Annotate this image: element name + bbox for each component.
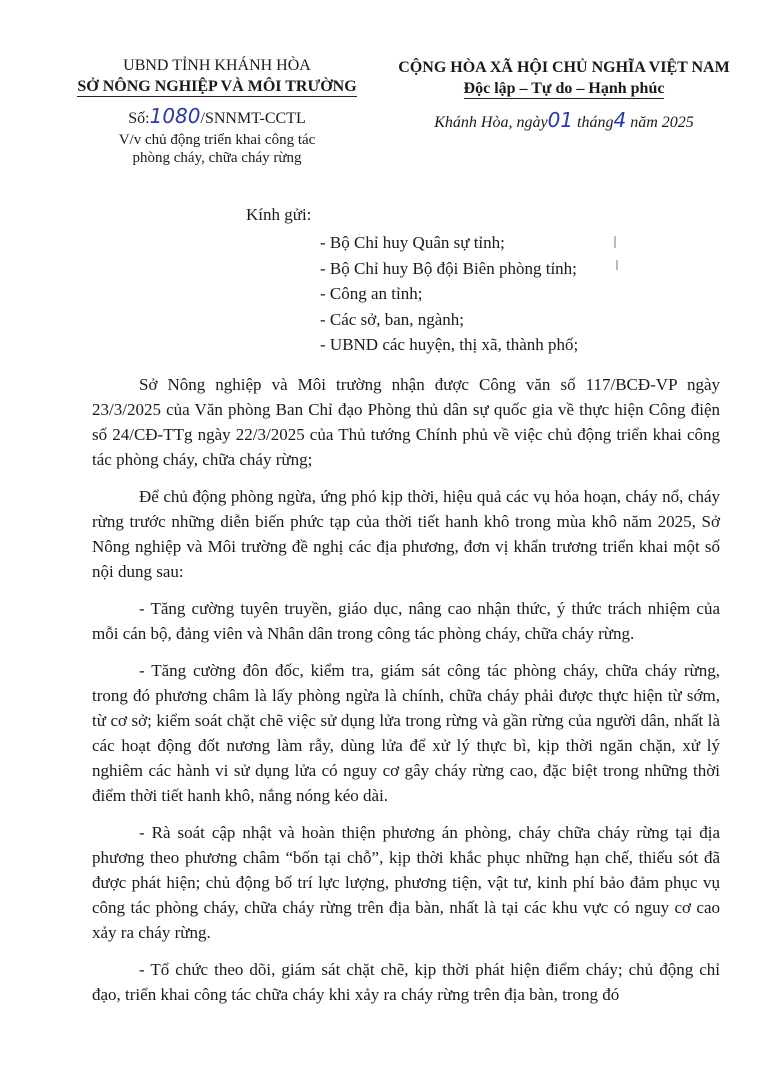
scan-mark: [614, 236, 616, 248]
issue-date: [384, 108, 744, 132]
body-paragraph: - Tổ chức theo dõi, giám sát chặt chẽ, kịp thời phát hiện điểm cháy; chủ động chỉ đạo, triển khai công tác chữa cháy khi xảy ra cháy rừng trên địa bàn, trong đó: [92, 960, 720, 1004]
recipient-item: - Bộ Chỉ huy Quân sự tỉnh;: [320, 233, 505, 252]
scan-mark: [616, 260, 618, 270]
date-month-word: tháng: [577, 114, 614, 131]
subject-line-1: V/v chủ động triển khai công tác: [118, 132, 316, 148]
agency-name: [42, 78, 392, 97]
body-paragraph: - Rà soát cập nhật và hoàn thiện phương án phòng, cháy chữa cháy rừng tại địa phương theo phương châm “bốn tại chỗ”, kịp thời khắc phục những hạn chế, thiếu sót đã được phát hiện; chủ động bố trí lực lượng, phương tiện, vật tư, kinh phí bảo đảm phục vụ công tác phòng cháy, chữa cháy rừng trên địa bàn, nhất là tại các khu vực có nguy cơ cao xảy ra cháy rừng.: [92, 823, 720, 942]
addressee-label: Kính gửi:: [246, 205, 312, 224]
recipient-item: - UBND các huyện, thị xã, thành phố;: [320, 335, 579, 354]
doc-number-handwritten: 1080: [149, 104, 201, 128]
agency-name-text: SỞ NÔNG NGHIỆP VÀ MÔI TRƯỜNG: [77, 78, 357, 95]
body-paragraph: - Tăng cường tuyên truyền, giáo dục, nâng cao nhận thức, ý thức trách nhiệm của mỗi cán bộ, đảng viên và Nhân dân trong công tác phòng cháy, chữa cháy rừng.: [92, 599, 720, 643]
subject-line-2: phòng cháy, chữa cháy rừng: [132, 150, 302, 166]
recipient-item: - Các sở, ban, ngành;: [320, 309, 465, 329]
doc-number-prefix: Số:: [128, 110, 150, 127]
recipient-item: - Bộ Chỉ huy Bộ đội Biên phòng tỉnh;: [320, 258, 577, 278]
recipient-item: - Công an tỉnh;: [320, 284, 423, 303]
motto-text: Độc lập – Tự do – Hạnh phúc: [463, 80, 665, 97]
doc-number-suffix: /SNNMT-CCTL: [200, 110, 306, 127]
agency-parent: UBND TỈNH KHÁNH HÒA: [123, 57, 311, 74]
body-paragraph: Để chủ động phòng ngừa, ứng phó kịp thời, hiệu quả các vụ hỏa hoạn, cháy nổ, cháy rừng trước những diễn biến phức tạp của thời tiết hanh khô trong mùa khô năm 2025, Sở Nông nghiệp và Môi trường đề nghị các địa phương, đơn vị khẩn trương triển khai một số nội dung sau:: [92, 487, 720, 581]
date-month-handwritten: 4: [613, 108, 627, 132]
document-number: [42, 104, 392, 128]
motto: [384, 80, 744, 99]
country-name: CỘNG HÒA XÃ HỘI CHỦ NGHĨA VIỆT NAM: [398, 59, 730, 76]
letter-body: [92, 372, 720, 1019]
body-paragraph: - Tăng cường đôn đốc, kiểm tra, giám sát công tác phòng cháy, chữa cháy rừng, trong đó phương châm là lấy phòng ngừa là chính, chữa cháy phải được thực hiện từ sớm, từ cơ sở; kiểm soát chặt chẽ việc sử dụng lửa trong rừng và gần rừng của người dân, nhất là các hoạt động đốt nương làm rẫy, dùng lửa để xử lý thực bì, kịp thời ngăn chặn, xử lý nghiêm các hành vi sử dụng lửa có nguy cơ gây cháy rừng cao, đặc biệt trong những thời điểm thời tiết hanh khô, nắng nóng kéo dài.: [92, 661, 720, 805]
recipient-list: [320, 230, 578, 358]
date-day-handwritten: 01: [547, 108, 574, 132]
date-place: Khánh Hòa, ngày: [434, 114, 548, 131]
body-paragraph: Sở Nông nghiệp và Môi trường nhận được Công văn số 117/BCĐ-VP ngày 23/3/2025 của Văn phòng Ban Chỉ đạo Phòng thủ dân sự quốc gia về thực hiện Công điện số 24/CĐ-TTg ngày 22/3/2025 của Thủ tướng Chính phủ về việc chủ động triển khai công tác phòng cháy, chữa cháy rừng;: [92, 375, 720, 469]
date-year: năm 2025: [630, 114, 694, 131]
